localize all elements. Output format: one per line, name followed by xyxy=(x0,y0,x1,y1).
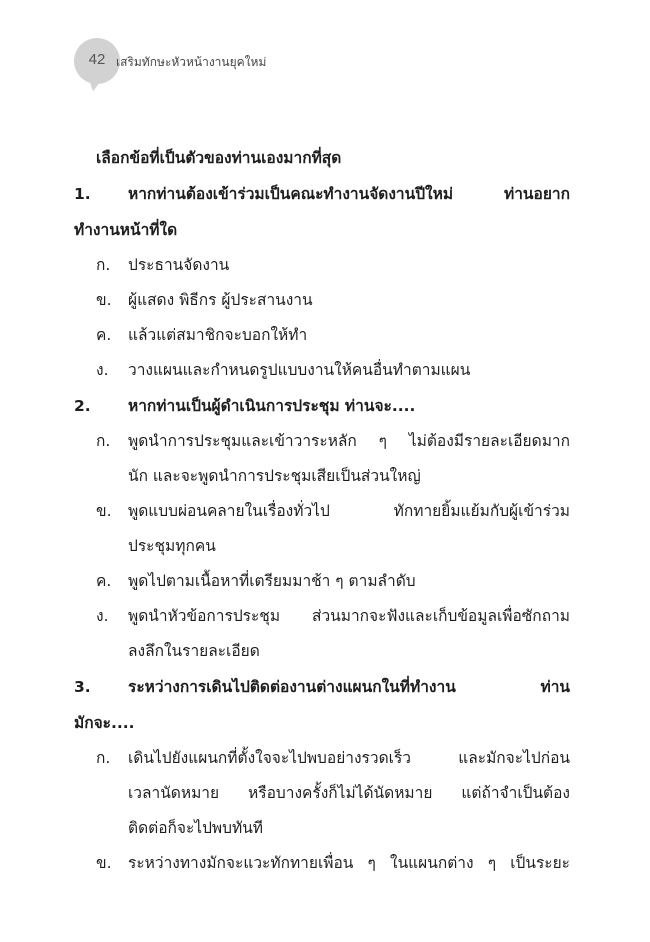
option-letter: ก. xyxy=(96,749,111,767)
option-3b xyxy=(74,846,570,881)
question-2 xyxy=(74,388,570,424)
option-2c xyxy=(74,564,570,599)
option-text-line: ติดต่อก็จะไปพบทันที xyxy=(128,819,264,837)
question-number: 1. xyxy=(74,185,91,203)
question-number: 3. xyxy=(74,678,91,696)
option-letter: ก. xyxy=(96,256,111,274)
option-text-line: นัก และจะพูดนำการประชุมเสียเป็นส่วนใหญ่ xyxy=(128,467,421,485)
question-1 xyxy=(74,176,570,248)
question-text-line1: ระหว่างการเดินไปติดต่องานต่างแผนกในที่ทำงาน ท่าน xyxy=(128,678,570,696)
option-text-line: เวลานัดหมาย หรือบางครั้งก็ไม่ได้นัดหมาย แต่ถ้าจำเป็นต้อง xyxy=(128,784,570,802)
option-1c xyxy=(74,318,570,353)
page-content xyxy=(74,140,570,881)
question-3 xyxy=(74,669,570,741)
option-text: ผู้แสดง พิธีกร ผู้ประสานงาน xyxy=(128,291,313,309)
option-letter: ง. xyxy=(96,607,109,625)
question-text-line1: หากท่านเป็นผู้ดำเนินการประชุม ท่านจะ.... xyxy=(128,397,416,415)
question-text-line1: หากท่านต้องเข้าร่วมเป็นคณะทำงานจัดงานปีใหม่ ท่านอยาก xyxy=(128,185,570,203)
option-1a xyxy=(74,248,570,283)
option-1b xyxy=(74,283,570,318)
option-text-line: พูดแบบผ่อนคลายในเรื่องทั่วไป ทักทายยิ้มแย้มกับผู้เข้าร่วม xyxy=(128,502,570,520)
option-text-line: ลงลึกในรายละเอียด xyxy=(128,642,260,660)
option-letter: ข. xyxy=(96,291,112,309)
option-2a xyxy=(74,424,570,494)
option-text-line: เดินไปยังแผนกที่ตั้งใจจะไปพบอย่างรวดเร็ว และมักจะไปก่อน xyxy=(128,749,570,767)
page-header xyxy=(0,0,650,100)
option-text: ระหว่างทางมักจะแวะทักทายเพื่อน ๆ ในแผนกต่าง ๆ เป็นระยะ xyxy=(128,854,570,872)
option-letter: ข. xyxy=(96,854,112,872)
option-text: แล้วแต่สมาชิกจะบอกให้ทำ xyxy=(128,326,308,344)
option-letter: ง. xyxy=(96,361,109,379)
option-letter: ค. xyxy=(96,572,112,590)
option-text: พูดไปตามเนื้อหาที่เตรียมมาช้า ๆ ตามลำดับ xyxy=(128,572,416,590)
option-letter: ก. xyxy=(96,432,111,450)
option-letter: ค. xyxy=(96,326,112,344)
book-title: เสริมทักษะหัวหน้างานยุคใหม่ xyxy=(116,55,267,69)
option-text-line: ประชุมทุกคน xyxy=(128,537,216,555)
option-text-line: พูดนำหัวข้อการประชุม ส่วนมากจะฟังและเก็บข้อมูลเพื่อซักถาม xyxy=(128,607,570,625)
question-text-line2: ทำงานหน้าที่ใด xyxy=(74,221,178,239)
section-heading: เลือกข้อที่เป็นตัวของท่านเองมากที่สุด xyxy=(96,149,342,167)
page-number-badge xyxy=(74,38,120,84)
option-2d xyxy=(74,599,570,669)
option-2b xyxy=(74,494,570,564)
option-1d xyxy=(74,353,570,388)
option-letter: ข. xyxy=(96,502,112,520)
page-number: 42 xyxy=(88,51,106,68)
option-3a xyxy=(74,741,570,846)
option-text: ประธานจัดงาน xyxy=(128,256,230,274)
question-text-line2: มักจะ.... xyxy=(74,714,135,732)
option-text: วางแผนและกำหนดรูปแบบงานให้คนอื่นทำตามแผน xyxy=(128,361,471,379)
option-text-line: พูดนำการประชุมและเข้าวาระหลัก ๆ ไม่ต้องมีรายละเอียดมาก xyxy=(128,432,570,450)
question-number: 2. xyxy=(74,397,91,415)
